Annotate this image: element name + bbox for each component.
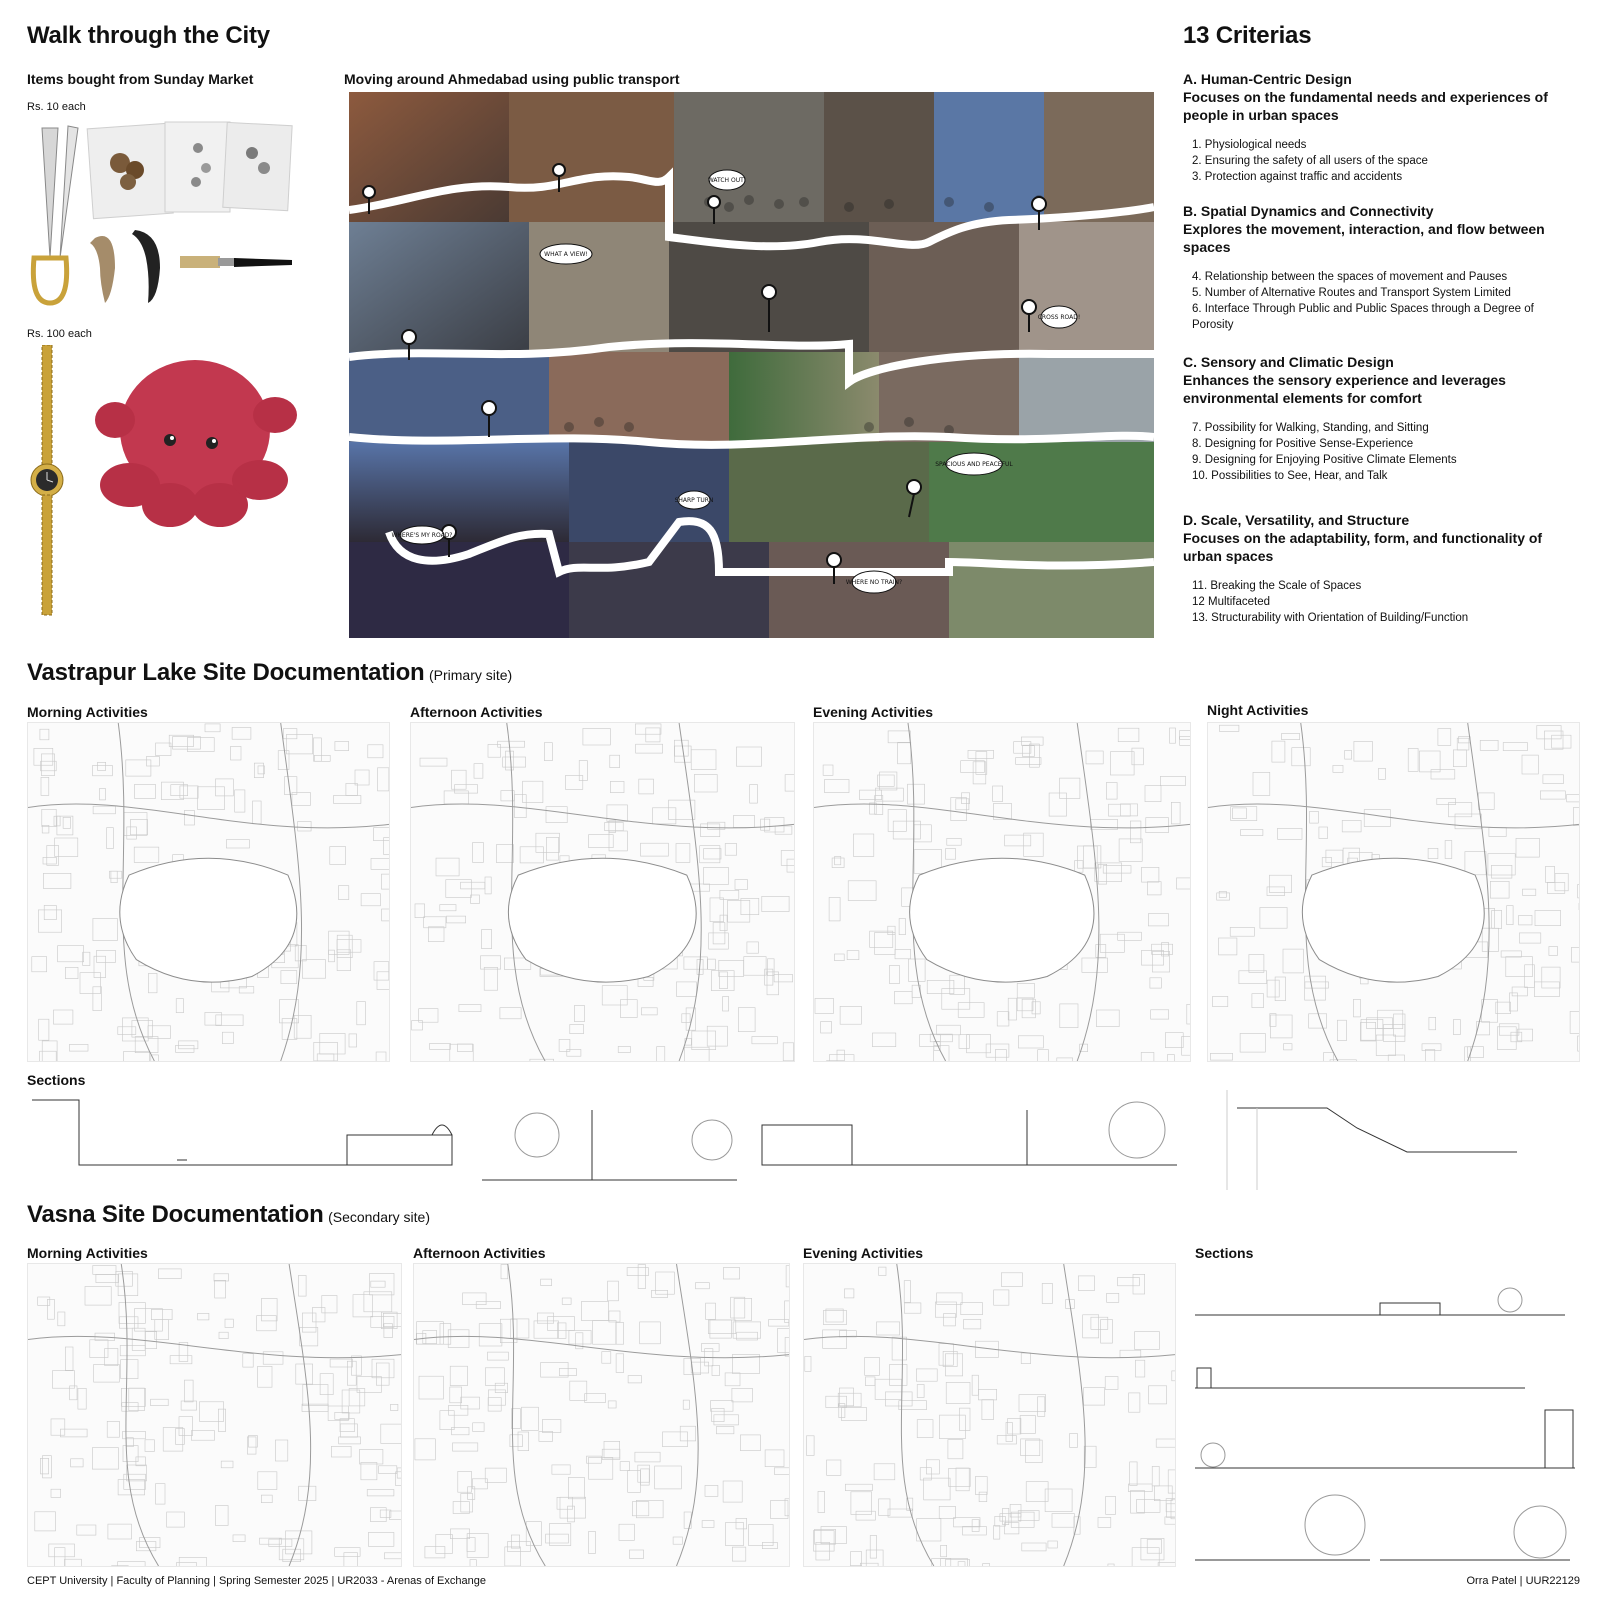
vasna-title-row [27,1201,430,1229]
criteria-item: 4. Relationship between the spaces of movement and Pauses [1192,271,1508,283]
vastrapur-afternoon-map [410,722,795,1062]
market-items-10 [20,118,310,318]
vastrapur-morning-map [27,722,390,1062]
market-heading: Items bought from Sunday Market [27,71,254,87]
market-items-100 [20,345,310,630]
footer-left: CEPT University | Faculty of Planning | Spring Semester 2025 | UR2033 - Arenas of Exchange [27,1575,486,1587]
bubble-3: CROSS ROAD! [1037,314,1081,321]
vasna-evening-map [803,1263,1176,1567]
vastrapur-morning-label: Morning Activities [27,704,148,720]
criteria-d-sub: Focuses on the adaptability, form, and functionality of urban spaces [1183,530,1543,564]
criteria-item: 6. Interface Through Public and Public Spaces through a Degree of Porosity [1192,303,1534,331]
criteria-d-heading: D. Scale, Versatility, and Structure [1183,512,1410,528]
walk-title: Walk through the City [27,22,270,49]
vasna-tag: (Secondary site) [328,1209,430,1225]
bubble-6: WHERE'S MY ROAD? [391,532,453,539]
bubble-1: WATCH OUT! [707,177,747,184]
vastrapur-afternoon-label: Afternoon Activities [410,704,543,720]
vastrapur-evening-label: Evening Activities [813,704,934,720]
vastrapur-title: Vastrapur Lake Site Documentation [27,659,425,686]
vasna-evening-label: Evening Activities [803,1245,924,1261]
transport-collage [349,92,1154,638]
criteria-item: 7. Possibility for Walking, Standing, and Sitting [1192,422,1429,434]
criteria-item: 8. Designing for Positive Sense-Experience [1192,438,1414,450]
criteria-item: 10. Possibilities to See, Hear, and Talk [1192,470,1388,482]
vasna-afternoon-label: Afternoon Activities [413,1245,546,1261]
criteria-item: 5. Number of Alternative Routes and Transport System Limited [1192,287,1511,299]
bubble-2: WHAT A VIEW! [544,251,588,258]
bubble-7: WHERE NO TRAIN? [845,579,903,586]
vastrapur-evening-map [813,722,1191,1062]
vastrapur-night-map [1207,722,1580,1062]
brush-image [180,256,292,268]
criteria-item: 2. Ensuring the safety of all users of the space [1192,155,1428,167]
criteria-group-c [1183,353,1573,484]
octopus-plush-image [95,360,297,527]
vastrapur-tag: (Primary site) [428,667,513,683]
criteria-group-d [1183,511,1573,626]
criteria-item: 13. Structurability with Orientation of Building/Function [1192,612,1469,624]
vasna-afternoon-map [413,1263,790,1567]
bubble-4: SPACIOUS AND PEACEFUL [935,461,1013,468]
price-10-label: Rs. 10 each [27,101,86,113]
vastrapur-sections [27,1090,1580,1190]
criteria-b-sub: Explores the movement, interaction, and flow between spaces [1183,221,1545,255]
watch-image [31,345,63,615]
vasna-sections [1195,1270,1580,1570]
criteria-c-sub: Enhances the sensory experience and leverages environmental elements for comfort [1183,372,1506,406]
vastrapur-night-label: Night Activities [1207,702,1309,718]
criteria-item: 12 Multifaceted [1192,596,1270,608]
criteria-item: 9. Designing for Enjoying Positive Climate Elements [1192,454,1457,466]
criteria-title: 13 Criterias [1183,22,1312,49]
vasna-morning-label: Morning Activities [27,1245,148,1261]
vastrapur-title-row [27,659,512,687]
criteria-group-b [1183,202,1573,333]
criteria-c-heading: C. Sensory and Climatic Design [1183,354,1394,370]
criteria-item: 11. Breaking the Scale of Spaces [1192,580,1362,592]
jewelry-pouches-image [87,122,292,219]
vasna-morning-map [27,1263,402,1567]
vasna-title: Vasna Site Documentation [27,1201,324,1228]
vastrapur-sections-label: Sections [27,1072,86,1088]
hair-clips-image [90,230,160,303]
footer-right: Orra Patel | UUR22129 [1466,1575,1580,1587]
price-100-label: Rs. 100 each [27,328,92,340]
criteria-a-heading: A. Human-Centric Design [1183,71,1352,87]
criteria-group-a [1183,70,1573,185]
criteria-item: 1. Physiological needs [1192,139,1307,151]
vasna-sections-label: Sections [1195,1245,1254,1261]
bubble-5: SHARP TURN [674,497,714,504]
criteria-b-heading: B. Spatial Dynamics and Connectivity [1183,203,1434,219]
criteria-a-sub: Focuses on the fundamental needs and experiences of people in urban spaces [1183,89,1548,123]
transport-heading: Moving around Ahmedabad using public transport [344,71,680,87]
scissors-image [33,126,78,303]
criteria-item: 3. Protection against traffic and accidents [1192,171,1403,183]
